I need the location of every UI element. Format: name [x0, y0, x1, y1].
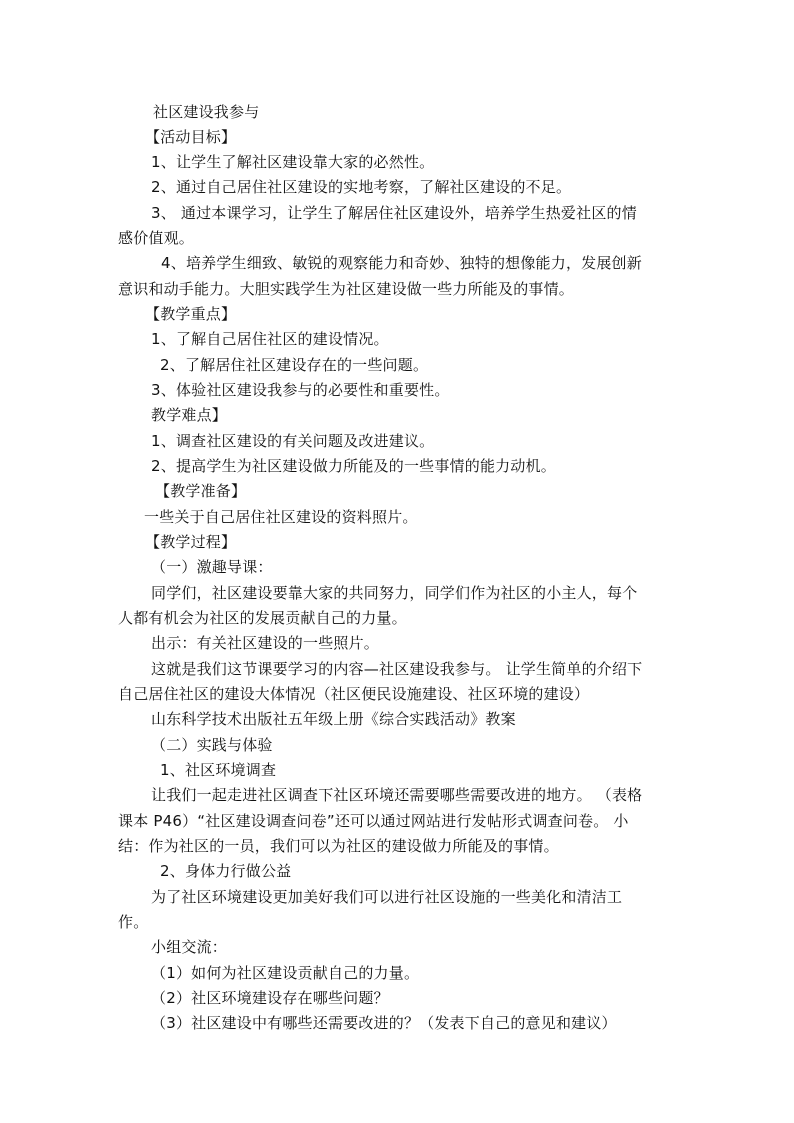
discussion-item: （2）社区环境建设存在哪些问题？	[151, 989, 389, 1007]
goal-item: 3、 通过本课学习，让学生了解居住社区建设外，培养学生热爱社区的情	[151, 204, 637, 222]
subsection-heading: 1、社区环境调查	[160, 761, 277, 779]
subsection-heading: 2、身体力行做公益	[160, 862, 292, 880]
difficulty-item: 2、提高学生为社区建设做力所能及的一些事情的能力动机。	[151, 457, 556, 475]
section-heading: （二）实践与体验	[151, 736, 273, 754]
paragraph-line: 出示：有关社区建设的一些照片。	[151, 634, 380, 652]
paragraph-line: 同学们，社区建设要靠大家的共同努力，同学们作为社区的小主人，每个	[151, 584, 638, 602]
publisher-line: 山东科学技术出版社五年级上册《综合实践活动》教案	[151, 710, 516, 728]
paragraph-line: 为了社区环境建设更加美好我们可以进行社区设施的一些美化和清洁工	[151, 888, 623, 906]
paragraph-line: 人都有机会为社区的发展贡献自己的力量。	[118, 609, 407, 627]
goals-heading: 【活动目标】	[145, 128, 237, 146]
paragraph-line: 自己居住社区的建设大体情况（社区便民设施建设、社区环境的建设）	[118, 685, 590, 703]
goal-item: 1、让学生了解社区建设靠大家的必然性。	[151, 153, 435, 171]
goal-item: 4、培养学生细致、敏锐的观察能力和奇妙、独特的想像能力，发展创新	[161, 254, 642, 272]
goal-item-continuation: 意识和动手能力。大胆实践学生为社区建设做一些力所能及的事情。	[118, 280, 575, 298]
difficulty-item: 1、调查社区建设的有关问题及改进建议。	[151, 432, 435, 450]
paragraph-line: 让我们一起走进社区调查下社区环境还需要哪些需要改进的地方。 （表格	[151, 786, 643, 804]
goal-item: 2、通过自己居住社区建设的实地考察，了解社区建设的不足。	[151, 178, 572, 196]
group-discussion-heading: 小组交流：	[151, 938, 228, 956]
preparation-heading: 【教学准备】	[155, 482, 247, 500]
section-heading: （一）激趣导课：	[151, 558, 273, 576]
discussion-item: （3）社区建设中有哪些还需要改进的？（发表下自己的意见和建议）	[151, 1014, 617, 1032]
difficulty-heading: 教学难点】	[151, 406, 228, 424]
key-point-item: 3、体验社区建设我参与的必要性和重要性。	[151, 381, 450, 399]
goal-item-continuation: 感价值观。	[118, 229, 195, 247]
key-point-item: 2、了解居住社区建设存在的一些问题。	[160, 356, 429, 374]
paragraph-line: 作。	[118, 913, 149, 931]
document-title: 社区建设我参与	[153, 103, 260, 121]
paragraph-line: 课本 P46）“社区建设调查问卷”还可以通过网站进行发帖形式调查问卷。 小	[118, 812, 629, 830]
key-point-item: 1、了解自己居住社区的建设情况。	[151, 330, 389, 348]
key-points-heading: 【教学重点】	[145, 305, 237, 323]
discussion-item: （1）如何为社区建设贡献自己的力量。	[151, 964, 420, 982]
paragraph-line: 结：作为社区的一员，我们可以为社区的建设做力所能及的事情。	[118, 837, 559, 855]
preparation-item: 一些关于自己居住社区建设的资料照片。	[144, 508, 418, 526]
process-heading: 【教学过程】	[145, 533, 237, 551]
paragraph-line: 这就是我们这节课要学习的内容—社区建设我参与。 让学生简单的介绍下	[151, 660, 643, 678]
